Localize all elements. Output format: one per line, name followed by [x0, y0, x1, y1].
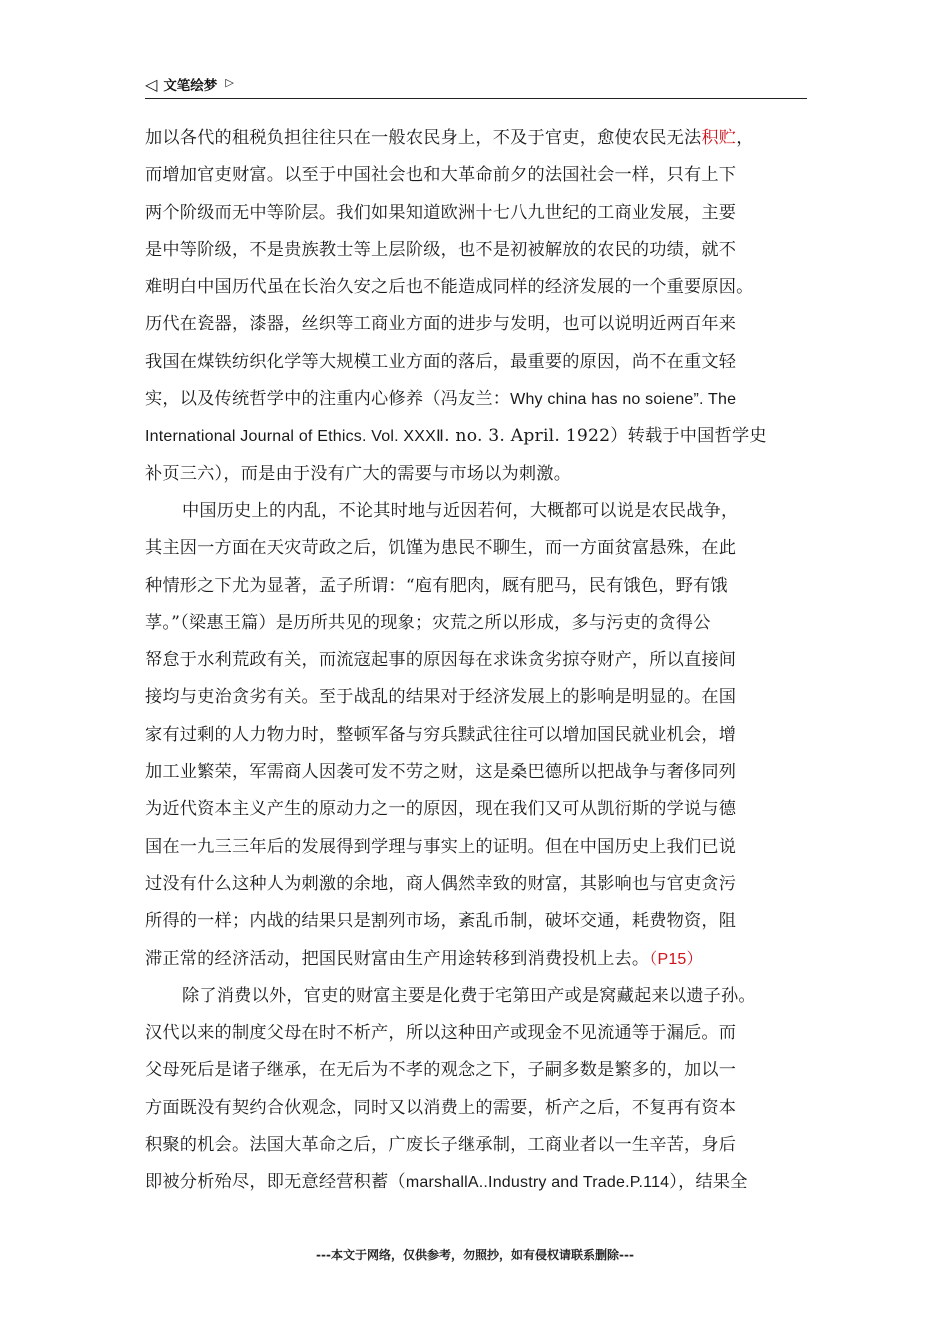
- paragraph-start: 除了消费以外，官吏的财富主要是化费于宅第田产或是窝藏起来以遗子孙。: [182, 985, 756, 1006]
- text-line: 为近代资本主义产生的原动力之一的原因，现在我们又可从凯衍斯的学说与德: [145, 799, 737, 820]
- text-line: 加以各代的租税负担往往只在一般农民身上，不及于官吏，愈使农民无法积贮，: [145, 128, 754, 148]
- paragraph-start: 中国历史上的内乱，不论其时地与近因若何，大概都可以说是农民战争，: [182, 500, 739, 521]
- text-line: 加工业繁荣，军需商人因袭可发不劳之财，这是桑巴德所以把战争与奢侈同列: [145, 762, 737, 783]
- page-footer: ---本文于网络，仅供参考，勿照抄，如有侵权请联系删除---: [316, 1248, 634, 1262]
- text-line: 是中等阶级，不是贵族教士等上层阶级，也不是初被解放的农民的功绩，就不: [145, 239, 737, 260]
- text-line: 难明白中国历代虽在长治久安之后也不能造成同样的经济发展的一个重要原因。: [145, 277, 754, 298]
- highlighted-word: 积贮: [701, 128, 737, 148]
- text-line: 滞正常的经济活动，把国民财富由生产用途转移到消费投机上去。（P15）: [145, 948, 703, 969]
- text-line: 帑怠于水利荒政有关，而流寇起事的原因每在求诛贪劣掠夺财产，所以直接间: [145, 650, 737, 671]
- text-line: 积聚的机会。法国大革命之后，广废长子继承制，工商业者以一生辛苦，身后: [145, 1135, 737, 1156]
- text-line: 国在一九三三年后的发展得到学理与事实上的证明。但在中国历史上我们已说: [145, 836, 737, 857]
- citation-text: Why china has no soiene”. The: [510, 391, 737, 409]
- text-line: 两个阶级而无中等阶层。我们如果知道欧洲十七八九世纪的工商业发展，主要: [145, 202, 737, 223]
- triangle-left-icon: ◁: [145, 74, 158, 94]
- text-line: 实，以及传统哲学中的注重内心修养（冯友兰：Why china has no soiene”. The: [145, 389, 737, 410]
- text-line: 种情形之下尤为显著，孟子所谓：“庖有肥肉，厩有肥马，民有饿色，野有饿: [145, 575, 728, 596]
- text-line: 即被分析殆尽，即无意经营积蓄（marshallA..Industry and Trade.P.114），结果全: [145, 1172, 748, 1193]
- text-line: 方面既没有契约合伙观念，同时又以消费上的需要，析产之后，不复再有资本: [145, 1097, 737, 1118]
- text-line: 我国在煤铁纺织化学等大规模工业方面的落后，最重要的原因，尚不在重文轻: [145, 351, 737, 372]
- text-line: 所得的一样；内战的结果只是割列市场，紊乱币制，破坏交通，耗费物资，阻: [145, 911, 737, 932]
- citation-text: marshallA..Industry and Trade.P.114: [405, 1174, 670, 1192]
- document-body: [145, 120, 810, 1202]
- text-line: 莩。”（梁惠王篇）是历所共见的现象；灾荒之所以形成，多与污吏的贪得公: [145, 612, 711, 633]
- text-line: 而增加官吏财富。以至于中国社会也和大革命前夕的法国社会一样，只有上下: [145, 165, 737, 186]
- header-brand: 文笔绘梦: [163, 78, 218, 94]
- text-line: 汉代以来的制度父母在时不析产，所以这种田产或现金不见流通等于漏卮。而: [145, 1023, 737, 1044]
- text-line: International Journal of Ethics. Vol. XXXⅡ. no. 3. April. 1922）转载于中国哲学史: [145, 426, 767, 447]
- text-line: 过没有什么这种人为刺激的余地，商人偶然幸致的财富，其影响也与官吏贪污: [145, 873, 737, 894]
- triangle-right-icon: ▷: [225, 75, 234, 89]
- text-line: 补页三六），而是由于没有广大的需要与市场以为刺激。: [145, 463, 572, 484]
- text-line: 家有过剩的人力物力时，整顿军备与穷兵黩武往往可以增加国民就业机会，增: [145, 724, 737, 745]
- citation-text: International Journal of Ethics. Vol. XXXⅡ: [145, 428, 445, 446]
- text-line: 其主因一方面在天灾苛政之后，饥馑为患民不聊生，而一方面贫富悬殊，在此: [145, 538, 737, 559]
- page-reference: （P15）: [649, 950, 703, 968]
- page-header: [145, 72, 807, 99]
- text-line: 接均与吏治贪劣有关。至于战乱的结果对于经济发展上的影响是明显的。在国: [145, 687, 737, 708]
- text-line: 历代在瓷器，漆器，丝织等工商业方面的进步与发明，也可以说明近两百年来: [145, 314, 737, 335]
- text-line: 父母死后是诸子继承，在无后为不孝的观念之下，子嗣多数是繁多的，加以一: [145, 1060, 737, 1081]
